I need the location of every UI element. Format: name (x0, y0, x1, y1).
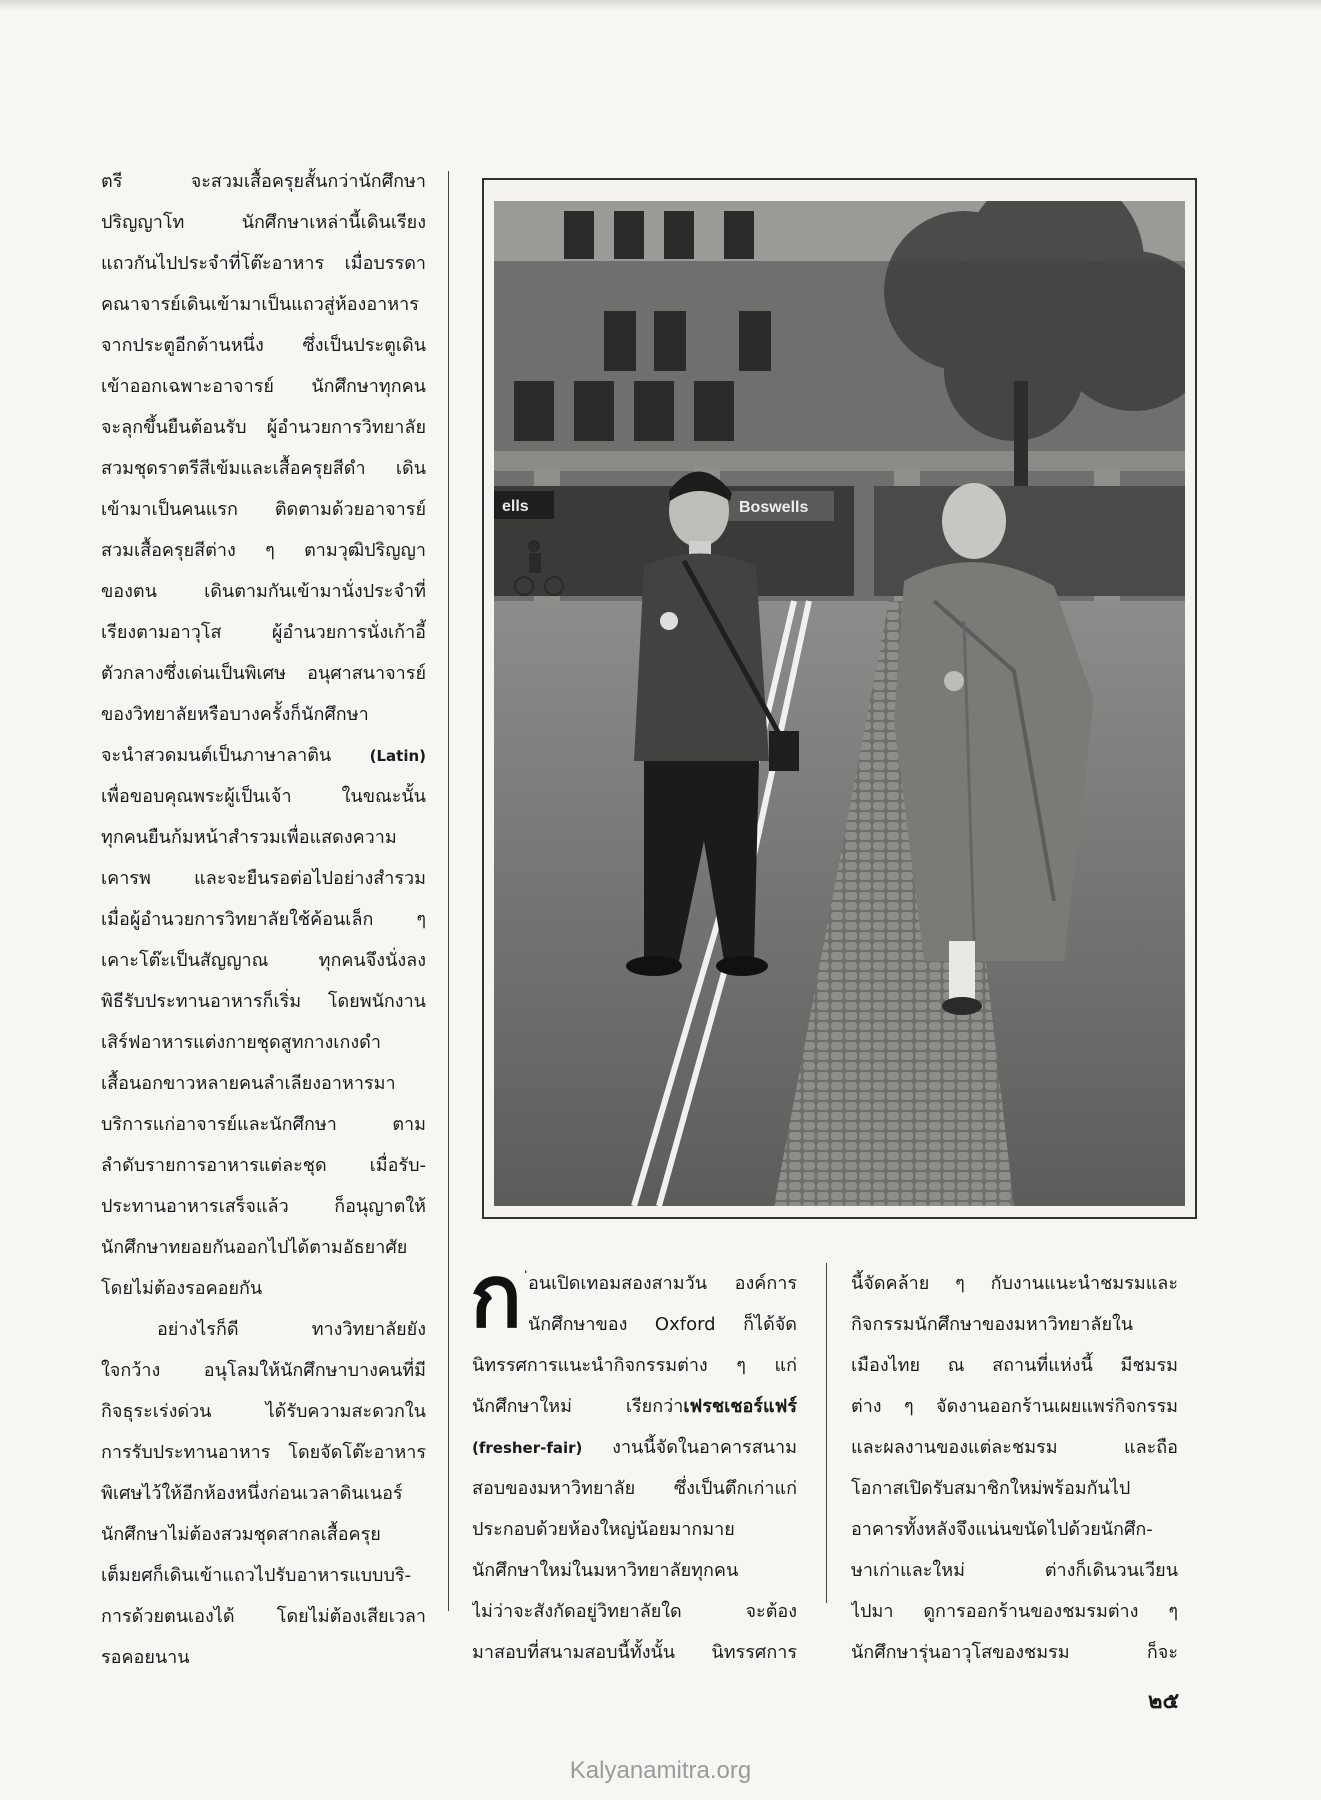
photo-illustration (494, 201, 1185, 1206)
text-line: ลำดับรายการอาหารแต่ละชุด เมื่อรับ- (101, 1155, 426, 1176)
text-line: โดยไม่ต้องรอคอยกัน (101, 1278, 263, 1299)
street-photo (494, 201, 1185, 1206)
text-line: เรียงตามอาวุโส ผู้อำนวยการนั่งเก้าอี้ (101, 622, 426, 643)
latin-term: (Latin) (369, 747, 426, 765)
shop-sign-left: ells (502, 498, 529, 515)
text-line: การด้วยตนเองได้ โดยไม่ต้องเสียเวลา (101, 1606, 426, 1627)
text-line: ประกอบด้วยห้องใหญ่น้อยมากมาย (472, 1519, 735, 1540)
text-line: ไม่ว่าจะสังกัดอยู่วิทยาลัยใด จะต้อง (472, 1601, 797, 1622)
right-column (851, 1263, 1178, 1673)
text-line: นักศึกษาของ Oxford ก็ได้จัด (528, 1314, 797, 1335)
text-line: ของวิทยาลัยหรือบางครั้งก็นักศึกษา (101, 704, 369, 725)
text-line-with-term (472, 1427, 797, 1468)
text-line: โอกาสเปิดรับสมาชิกใหม่พร้อมกันไป (851, 1478, 1131, 1499)
text-line: อย่างไรก็ดี ทางวิทยาลัยยัง (157, 1319, 426, 1340)
shop-sign-right: Boswells (739, 499, 809, 516)
scan-edge (0, 0, 1321, 10)
text-line: ของตน เดินตามกันเข้ามานั่งประจำที่ (101, 581, 426, 602)
text-line: พิธีรับประทานอาหารก็เริ่ม โดยพนักงาน (101, 991, 426, 1012)
text-line: ปริญญาโท นักศึกษาเหล่านี้เดินเรียง (101, 212, 426, 233)
text-line: ใจกว้าง อนุโลมให้นักศึกษาบางคนที่มี (101, 1360, 426, 1381)
photo-frame (482, 178, 1197, 1219)
text-line: พิเศษไว้ให้อีกห้องหนึ่งก่อนเวลาดินเนอร์ (101, 1483, 403, 1504)
text-line: บริการแก่อาจารย์และนักศึกษา ตาม (101, 1114, 426, 1135)
column-divider (448, 171, 449, 1611)
text-span: จะนำสวดมนต์เป็นภาษาลาติน (101, 745, 332, 766)
drop-cap: ก (470, 1246, 523, 1347)
middle-column (472, 1263, 797, 1673)
text-line: ทุกคนยืนก้มหน้าสำรวมเพื่อแสดงความ (101, 827, 397, 848)
text-line: นี้จัดคล้าย ๆ กับงานแนะนำชมรมและ (851, 1273, 1178, 1294)
text-line: ษาเก่าและใหม่ ต่างก็เดินวนเวียน (851, 1560, 1178, 1581)
text-line: นักศึกษาทยอยกันออกไปได้ตามอัธยาศัย (101, 1237, 408, 1258)
text-line: ต่าง ๆ จัดงานออกร้านเผยแพร่กิจกรรม (851, 1396, 1178, 1417)
text-span: นักศึกษาใหม่ เรียกว่า (472, 1396, 684, 1417)
text-line-with-term (472, 1386, 797, 1427)
text-line: ่อนเปิดเทอมสองสามวัน องค์การ (528, 1273, 797, 1294)
text-line: สอบของมหาวิทยาลัย ซึ่งเป็นตึกเก่าแก่ (472, 1478, 797, 1499)
text-line: นักศึกษารุ่นอาวุโสของชมรม ก็จะ (851, 1642, 1178, 1663)
text-line: คณาจารย์เดินเข้ามาเป็นแถวสู่ห้องอาหาร (101, 294, 419, 315)
text-line: การรับประทานอาหาร โดยจัดโต๊ะอาหาร (101, 1442, 426, 1463)
text-line: แถวกันไปประจำที่โต๊ะอาหาร เมื่อบรรดา (101, 253, 426, 274)
text-line: เข้ามาเป็นคนแรก ติดตามด้วยอาจารย์ (101, 499, 426, 520)
bold-term: เฟรชเชอร์แฟร์ (683, 1396, 797, 1417)
text-line: เมืองไทย ณ สถานที่แห่งนี้ มีชมรม (851, 1355, 1178, 1376)
text-line: สวมเสื้อครุยสีต่าง ๆ ตามวุฒิปริญญา (101, 540, 426, 561)
text-line: เพื่อขอบคุณพระผู้เป็นเจ้า ในขณะนั้น (101, 786, 426, 807)
text-line: ไปมา ดูการออกร้านของชมรมต่าง ๆ (851, 1601, 1178, 1622)
text-line: และผลงานของแต่ละชมรม และถือ (851, 1437, 1178, 1458)
text-line: สวมชุดราตรีสีเข้มและเสื้อครุยสีดำ เดิน (101, 458, 426, 479)
text-line: กิจธุระเร่งด่วน ได้รับความสะดวกใน (101, 1401, 426, 1422)
watermark-text: Kalyanamitra.org (569, 1757, 752, 1784)
text-line: นักศึกษาไม่ต้องสวมชุดสากลเสื้อครุย (101, 1524, 381, 1545)
text-line: มาสอบที่สนามสอบนี้ทั้งนั้น นิทรรศการ (472, 1642, 797, 1663)
text-line: เคารพ และจะยืนรอต่อไปอย่างสำรวม (101, 868, 426, 889)
column-divider (826, 1263, 827, 1603)
text-line: เต็มยศก็เดินเข้าแถวไปรับอาหารแบบบริ- (101, 1565, 412, 1586)
text-line: ตัวกลางซึ่งเด่นเป็นพิเศษ อนุศาสนาจารย์ (101, 663, 426, 684)
text-span: งานนี้จัดในอาคารสนาม (582, 1437, 797, 1458)
text-line: จะลุกขึ้นยืนต้อนรับ ผู้อำนวยการวิทยาลัย (101, 417, 426, 438)
bold-english-term: (fresher-fair) (472, 1439, 583, 1457)
text-line: เสื้อนอกขาวหลายคนลำเลียงอาหารมา (101, 1073, 396, 1094)
text-line: อาคารทั้งหลังจึงแน่นขนัดไปด้วยนักศึก- (851, 1519, 1153, 1540)
text-line: นิทรรศการแนะนำกิจกรรมต่าง ๆ แก่ (472, 1355, 797, 1376)
text-line-latin (101, 735, 426, 776)
text-line: กิจกรรมนักศึกษาของมหาวิทยาลัยใน (851, 1314, 1134, 1335)
text-line: เคาะโต๊ะเป็นสัญญาณ ทุกคนจึงนั่งลง (101, 950, 426, 971)
text-line: ประทานอาหารเสร็จแล้ว ก็อนุญาตให้ (101, 1196, 426, 1217)
text-line: นักศึกษาใหม่ในมหาวิทยาลัยทุกคน (472, 1560, 739, 1581)
text-line: เมื่อผู้อำนวยการวิทยาลัยใช้ค้อนเล็ก ๆ (101, 909, 426, 930)
left-column (101, 161, 426, 1678)
text-line: จากประตูอีกด้านหนึ่ง ซึ่งเป็นประตูเดิน (101, 335, 426, 356)
text-line: เสิร์ฟอาหารแต่งกายชุดสูทกางเกงดำ (101, 1032, 381, 1053)
text-line: รอคอยนาน (101, 1647, 190, 1668)
page-number: ๒๕ (1148, 1689, 1180, 1714)
text-line: เข้าออกเฉพาะอาจารย์ นักศึกษาทุกคน (101, 376, 426, 397)
text-line: ตรี จะสวมเสื้อครุยสั้นกว่านักศึกษา (101, 171, 426, 192)
